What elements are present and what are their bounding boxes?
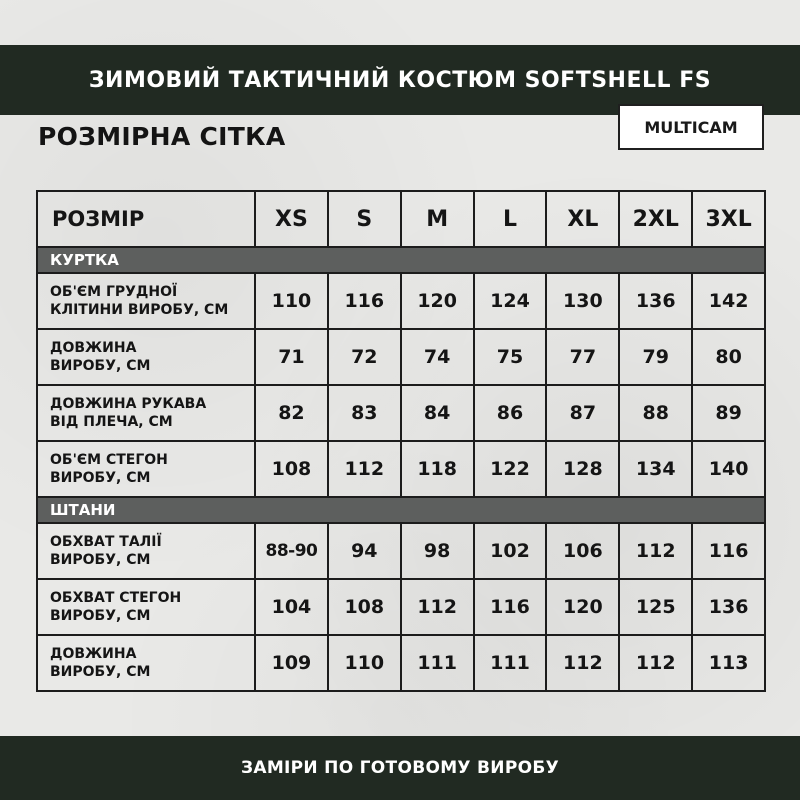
measurement-note: ЗАМІРИ ПО ГОТОВОМУ ВИРОБУ — [240, 758, 560, 778]
table-row — [37, 385, 765, 441]
table-cell: 79 — [619, 329, 692, 385]
table-cell: 120 — [401, 273, 474, 329]
table-cell: 124 — [474, 273, 547, 329]
table-cell: 140 — [692, 441, 765, 497]
page-subtitle: РОЗМІРНА СІТКА — [38, 122, 286, 151]
table-cell: 128 — [546, 441, 619, 497]
row-label-line: ВИРОБУ, СМ — [50, 470, 151, 486]
size-header: L — [474, 191, 547, 247]
table-cell: 122 — [474, 441, 547, 497]
row-label — [37, 273, 255, 329]
row-label — [37, 635, 255, 691]
table-cell: 94 — [328, 523, 401, 579]
table-cell: 108 — [328, 579, 401, 635]
row-label-line: ДОВЖИНА — [50, 340, 137, 356]
table-cell: 112 — [619, 523, 692, 579]
table-row — [37, 635, 765, 691]
section-header-jacket — [37, 247, 765, 273]
table-cell: 71 — [255, 329, 328, 385]
section-title: КУРТКА — [37, 247, 765, 273]
product-title: ЗИМОВИЙ ТАКТИЧНИЙ КОСТЮМ SOFTSHELL FS — [88, 67, 712, 93]
table-cell: 142 — [692, 273, 765, 329]
table-cell: 112 — [619, 635, 692, 691]
table-cell: 87 — [546, 385, 619, 441]
table-cell: 88 — [619, 385, 692, 441]
table-cell: 130 — [546, 273, 619, 329]
table-cell: 75 — [474, 329, 547, 385]
row-label-line: ВИРОБУ, СМ — [50, 552, 151, 568]
table-cell: 110 — [328, 635, 401, 691]
table-cell: 112 — [328, 441, 401, 497]
table-cell: 109 — [255, 635, 328, 691]
size-label: РОЗМІР — [37, 191, 255, 247]
color-badge: MULTICAM — [618, 104, 764, 150]
table-cell: 112 — [401, 579, 474, 635]
section-title: ШТАНИ — [37, 497, 765, 523]
table-cell: 136 — [619, 273, 692, 329]
row-label-line: ВИРОБУ, СМ — [50, 608, 151, 624]
row-label-line: ОБХВАТ ТАЛІЇ — [50, 534, 162, 550]
table-cell: 102 — [474, 523, 547, 579]
table-cell: 116 — [474, 579, 547, 635]
row-label-line: КЛІТИНИ ВИРОБУ, СМ — [50, 302, 229, 318]
table-header-row — [37, 191, 765, 247]
table-cell: 120 — [546, 579, 619, 635]
table-row — [37, 329, 765, 385]
table-cell: 112 — [546, 635, 619, 691]
row-label — [37, 329, 255, 385]
size-header: XL — [546, 191, 619, 247]
row-label-line: ВИРОБУ, СМ — [50, 664, 151, 680]
table-cell: 113 — [692, 635, 765, 691]
table-row — [37, 523, 765, 579]
row-label-line: ДОВЖИНА РУКАВА — [50, 396, 207, 412]
table-cell: 125 — [619, 579, 692, 635]
table-cell: 116 — [328, 273, 401, 329]
row-label — [37, 579, 255, 635]
table-cell: 88-90 — [255, 523, 328, 579]
size-header: S — [328, 191, 401, 247]
row-label — [37, 523, 255, 579]
table-row — [37, 579, 765, 635]
table-cell: 82 — [255, 385, 328, 441]
table-cell: 134 — [619, 441, 692, 497]
row-label-line: ОБ'ЄМ СТЕГОН — [50, 452, 168, 468]
table-cell: 136 — [692, 579, 765, 635]
table-cell: 110 — [255, 273, 328, 329]
table-cell: 116 — [692, 523, 765, 579]
size-header: M — [401, 191, 474, 247]
row-label-line: ОБ'ЄМ ГРУДНОЇ — [50, 284, 178, 300]
row-label — [37, 441, 255, 497]
size-header: 3XL — [692, 191, 765, 247]
table-row — [37, 441, 765, 497]
table-cell: 104 — [255, 579, 328, 635]
row-label-line: ВІД ПЛЕЧА, СМ — [50, 414, 173, 430]
table-cell: 118 — [401, 441, 474, 497]
row-label — [37, 385, 255, 441]
table-cell: 80 — [692, 329, 765, 385]
table-cell: 77 — [546, 329, 619, 385]
row-label-line: ДОВЖИНА — [50, 646, 137, 662]
size-chart-table — [36, 190, 766, 692]
table-cell: 72 — [328, 329, 401, 385]
table-cell: 106 — [546, 523, 619, 579]
row-label-line: ОБХВАТ СТЕГОН — [50, 590, 182, 606]
table-cell: 98 — [401, 523, 474, 579]
table-cell: 89 — [692, 385, 765, 441]
table-row — [37, 273, 765, 329]
table-cell: 74 — [401, 329, 474, 385]
table-cell: 84 — [401, 385, 474, 441]
section-header-pants — [37, 497, 765, 523]
bottom-banner — [0, 736, 800, 800]
size-header: XS — [255, 191, 328, 247]
row-label-line: ВИРОБУ, СМ — [50, 358, 151, 374]
size-header: 2XL — [619, 191, 692, 247]
table-cell: 83 — [328, 385, 401, 441]
table-cell: 111 — [401, 635, 474, 691]
table-cell: 111 — [474, 635, 547, 691]
table-cell: 108 — [255, 441, 328, 497]
table-cell: 86 — [474, 385, 547, 441]
